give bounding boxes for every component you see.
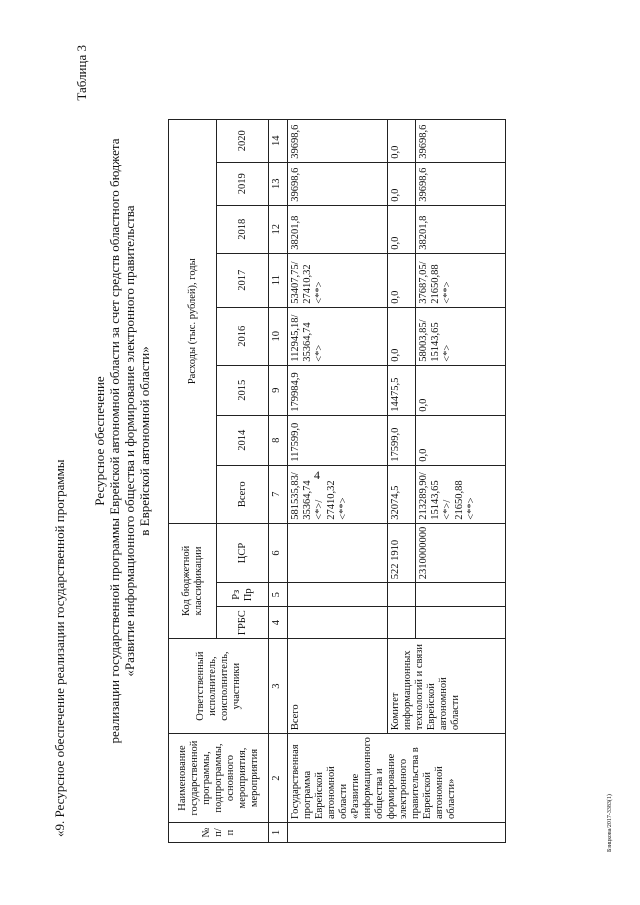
title-line: реализации государственной программы Еврейской автономной области за счет средств областного бюджета — [107, 138, 122, 744]
column-index: 5 — [269, 583, 288, 607]
header-year: 2017 — [217, 253, 269, 307]
row-value-2018: 38201,8 — [416, 205, 506, 253]
header-expenses: Расходы (тыс. рублей), годы — [169, 119, 217, 523]
row-value-2017: 0,0 — [388, 253, 416, 307]
column-index: 9 — [269, 365, 288, 415]
row-value-2020: 39698,6 — [416, 119, 506, 162]
row-value-2015: 179984,9 — [288, 365, 388, 415]
row-csr: 2310000000 — [416, 523, 506, 583]
rotated-page-content — [52, 25, 580, 857]
row-csr — [288, 523, 388, 583]
row-value-2017: 53407,75/ 27410,32 <**> — [288, 253, 388, 307]
row-value-2017: 37687,05/ 21650,88 <**> — [416, 253, 506, 307]
row-csr: 522 1910 — [388, 523, 416, 583]
row-num — [288, 823, 506, 843]
column-index: 3 — [269, 639, 288, 734]
row-value-2016: 112945,18/ 35364,74 <*> — [288, 307, 388, 365]
row-value-2016: 0,0 — [388, 307, 416, 365]
row-value-2015: 0,0 — [416, 365, 506, 415]
section-heading: «9. Ресурсное обеспечение реализации государственной программы — [52, 459, 67, 837]
row-total: 32074,5 — [388, 465, 416, 523]
row-rzpr — [388, 583, 416, 607]
row-program-name: Государственная программа Еврейской автономной области «Развитие информационного общества и формирование электронного правительства в Еврейской автономной области» — [288, 734, 506, 823]
row-grbs — [388, 607, 416, 639]
column-index: 13 — [269, 162, 288, 205]
column-index: 4 — [269, 607, 288, 639]
column-index: 8 — [269, 415, 288, 465]
row-total: 581535,83/ 35364,74 <*>/ 27410,32 <**> — [288, 465, 388, 523]
column-index: 2 — [269, 734, 288, 823]
header-year: 2020 — [217, 119, 269, 162]
row-value-2020: 0,0 — [388, 119, 416, 162]
table-label: Таблица 3 — [74, 45, 89, 101]
row-value-2014: 117599,0 — [288, 415, 388, 465]
table-row — [288, 119, 388, 842]
header-year: 2019 — [217, 162, 269, 205]
row-value-2020: 39698,6 — [288, 119, 388, 162]
column-index: 11 — [269, 253, 288, 307]
column-index: 1 — [269, 823, 288, 843]
column-index: 6 — [269, 523, 288, 583]
page-number: 4 — [314, 468, 320, 482]
column-index: 12 — [269, 205, 288, 253]
row-rzpr — [288, 583, 388, 607]
row-executor: Всего — [288, 639, 388, 734]
row-value-2019: 39698,6 — [416, 162, 506, 205]
column-index-row — [269, 119, 288, 842]
row-value-2014: 0,0 — [416, 415, 506, 465]
column-index: 14 — [269, 119, 288, 162]
row-value-2015: 14475,5 — [388, 365, 416, 415]
row-value-2019: 39698,6 — [288, 162, 388, 205]
header-csr: ЦСР — [217, 523, 269, 583]
header-year: 2018 — [217, 205, 269, 253]
column-index: 7 — [269, 465, 288, 523]
header-rzpr: Рз Пр — [217, 583, 269, 607]
header-grbs: ГРБС — [217, 607, 269, 639]
row-executor: Комитет информационных технологий и связи Еврейской автономной области — [388, 639, 506, 734]
title-line: Ресурсное обеспечение — [92, 376, 107, 506]
header-year: 2015 — [217, 365, 269, 415]
table-title — [92, 25, 152, 857]
row-value-2014: 17599,0 — [388, 415, 416, 465]
header-executor: Ответственный исполнитель, соисполнитель, участники — [169, 639, 269, 734]
row-rzpr — [416, 583, 506, 607]
row-grbs — [416, 607, 506, 639]
row-value-2016: 58003,85/ 15143,65 <*> — [416, 307, 506, 365]
row-value-2018: 0,0 — [388, 205, 416, 253]
header-budget-code: Код бюджетной классификации — [169, 523, 217, 638]
header-year: 2014 — [217, 415, 269, 465]
title-line: в Еврейской автономной области» — [137, 346, 152, 536]
title-line: «Развитие информационного общества и формирование электронного правительства — [122, 205, 137, 677]
row-grbs — [288, 607, 388, 639]
row-total: 213289,90/ 15143,65 <*>/ 21650,88 <**> — [416, 465, 506, 523]
document-code: Бзицкова/2017-3383(1) — [607, 794, 613, 852]
header-total: Всего — [217, 465, 269, 523]
row-value-2019: 0,0 — [388, 162, 416, 205]
header-year: 2016 — [217, 307, 269, 365]
header-name: Наименование государственной программы, подпрограммы, основного мероприятия, мероприятия — [169, 734, 269, 823]
column-index: 10 — [269, 307, 288, 365]
header-num: № п/п — [169, 823, 269, 843]
row-value-2018: 38201,8 — [288, 205, 388, 253]
resource-table — [168, 119, 506, 843]
